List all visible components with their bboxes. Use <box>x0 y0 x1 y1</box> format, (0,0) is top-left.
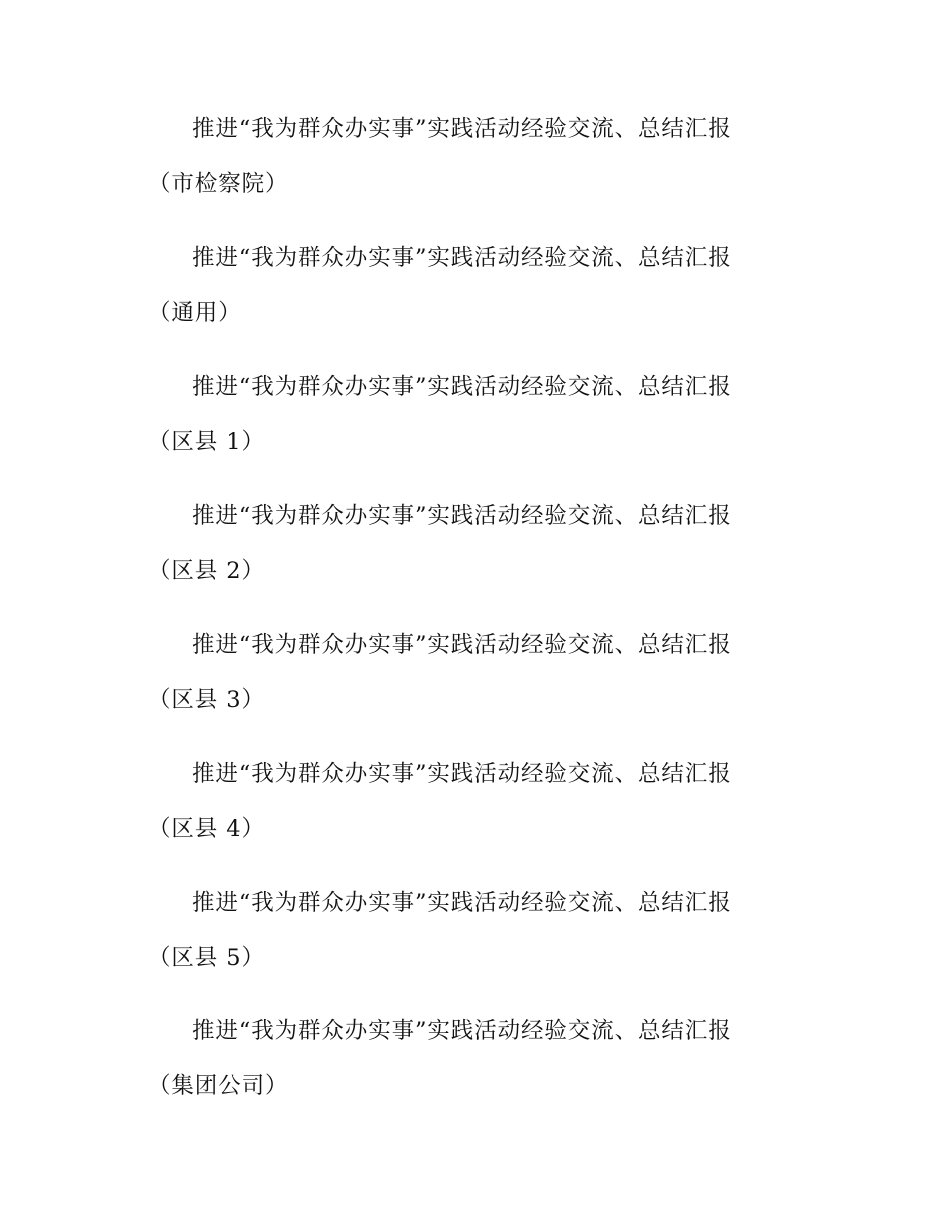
document-entry <box>148 630 808 715</box>
entry-title: 推进“我为群众办实事”实践活动经验交流、总结汇报 <box>192 116 732 142</box>
document-entry <box>148 372 808 457</box>
entry-title: 推进“我为群众办实事”实践活动经验交流、总结汇报 <box>192 632 732 658</box>
entry-suffix: （区县 1） <box>148 429 265 455</box>
entry-title: 推进“我为群众办实事”实践活动经验交流、总结汇报 <box>192 761 732 787</box>
document-entry <box>148 759 808 844</box>
entry-title: 推进“我为群众办实事”实践活动经验交流、总结汇报 <box>192 245 732 271</box>
entry-suffix: （集团公司） <box>148 1073 289 1099</box>
entry-suffix: （区县 2） <box>148 558 265 584</box>
document-entry <box>148 888 808 973</box>
entry-suffix: （区县 5） <box>148 945 265 971</box>
document-entry <box>148 114 808 199</box>
entry-title: 推进“我为群众办实事”实践活动经验交流、总结汇报 <box>192 1018 732 1044</box>
entry-title: 推进“我为群众办实事”实践活动经验交流、总结汇报 <box>192 374 732 400</box>
document-entry <box>148 1016 808 1101</box>
entry-title: 推进“我为群众办实事”实践活动经验交流、总结汇报 <box>192 890 732 916</box>
entry-suffix: （区县 3） <box>148 687 265 713</box>
entry-suffix: （通用） <box>148 300 242 326</box>
entry-title: 推进“我为群众办实事”实践活动经验交流、总结汇报 <box>192 503 732 529</box>
entry-suffix: （市检察院） <box>148 171 289 197</box>
entry-suffix: （区县 4） <box>148 816 265 842</box>
document-entry <box>148 501 808 586</box>
document-entry <box>148 243 808 328</box>
